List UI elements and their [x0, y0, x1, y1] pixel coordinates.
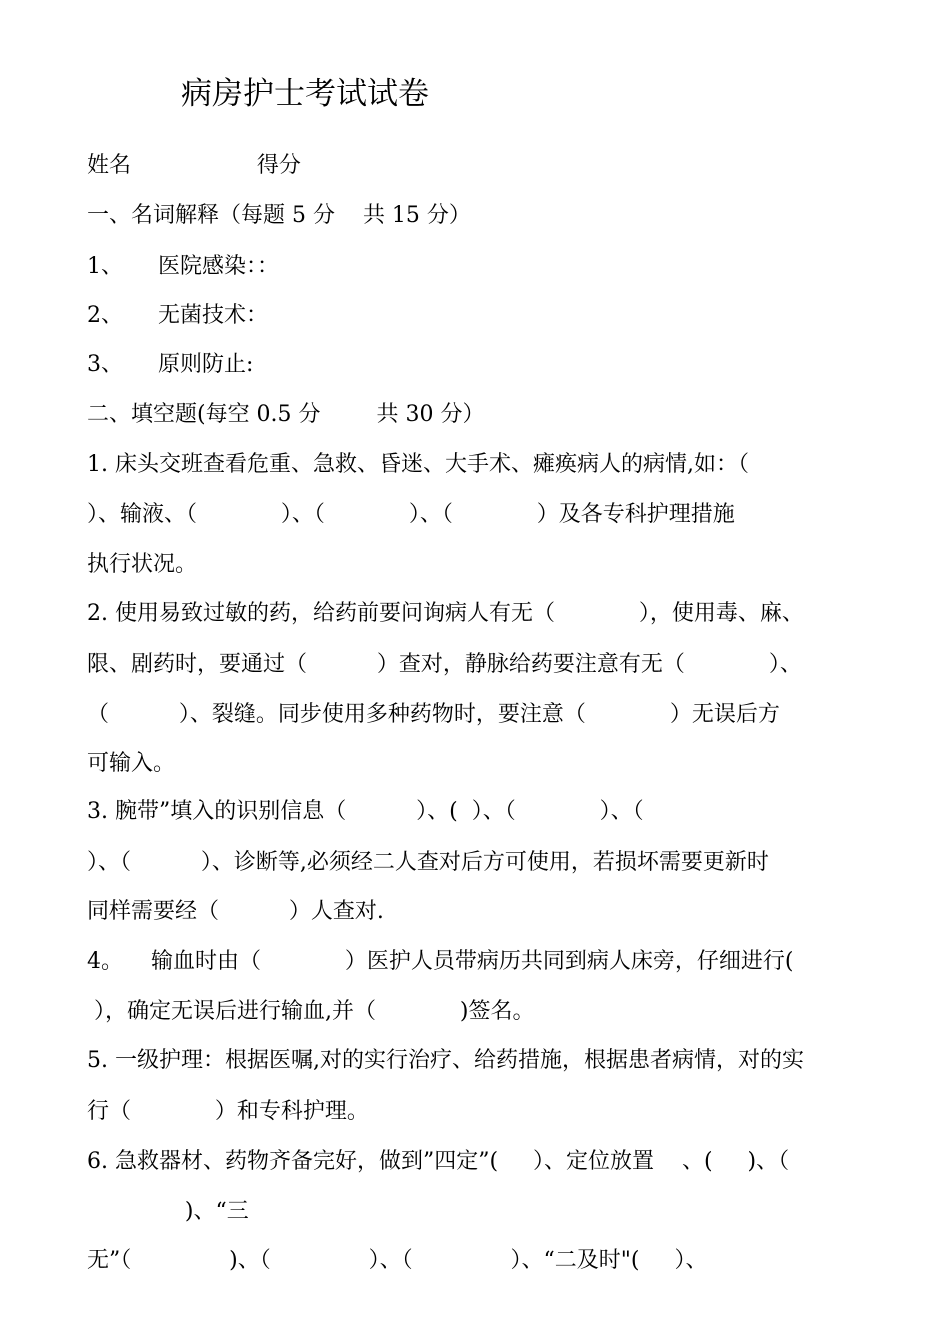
section-heading-text: 一、名词解释（每题 5 分 共 15 分）	[86, 203, 471, 228]
question-text: 2、 无菌技术：	[86, 303, 268, 328]
question-text: 行（ ）和专科护理。	[86, 1099, 369, 1124]
question-text: ），确定无误后进行输血,并（ )签名。	[86, 999, 535, 1024]
section-heading-text: 二、填空题(每空 0.5 分 共 30 分）	[86, 402, 485, 427]
question-text: （ ）、裂缝。同步使用多种药物时，要注意（ ）无误后方	[86, 702, 780, 727]
question-text: ）、输液、（ ）、（ ）、（ ）及各专科护理措施	[86, 502, 735, 527]
question-text: 1、 医院感染：：	[86, 254, 279, 279]
question-text: 4。 输血时由（ ）医护人员带病历共同到病人床旁，仔细进行(	[86, 949, 794, 974]
question-text: )、“三	[86, 1199, 249, 1224]
question-line	[59, 1216, 707, 1306]
question-text: 可输入。	[86, 751, 175, 776]
question-text: 3. 腕带”填入的识别信息（ ）、( ）、（ ）、（	[86, 799, 644, 824]
name-score-text: 姓名 得分	[86, 153, 301, 178]
question-text: 2. 使用易致过敏的药，给药前要问询病人有无（ ），使用毒、麻、	[86, 601, 804, 626]
question-text: 5. 一级护理：根据医嘱,对的实行治疗、给药措施，根据患者病情，对的实	[86, 1048, 804, 1073]
exam-title: 病房护士考试试卷	[181, 76, 429, 112]
question-text: 1. 床头交班查看危重、急救、昏迷、大手术、瘫痪病人的病情,如：（	[86, 452, 749, 477]
question-text: 限、剧药时，要通过（ ）查对，静脉给药要注意有无（ ）、	[86, 652, 802, 677]
question-text: 同样需要经（ ）人查对.	[86, 899, 384, 924]
question-text: 无”（ )、（ ）、（ ）、“二及时"( ）、	[86, 1248, 708, 1273]
question-text: 3、 原则防止:	[86, 352, 254, 377]
question-text: ）、（ ）、诊断等,必须经二人查对后方可使用，若损坏需要更新时	[86, 850, 769, 875]
question-text: 6. 急救器材、药物齐备完好，做到”四定”( ）、定位放置 、( )、（	[86, 1149, 790, 1174]
question-text: 执行状况。	[86, 552, 197, 577]
